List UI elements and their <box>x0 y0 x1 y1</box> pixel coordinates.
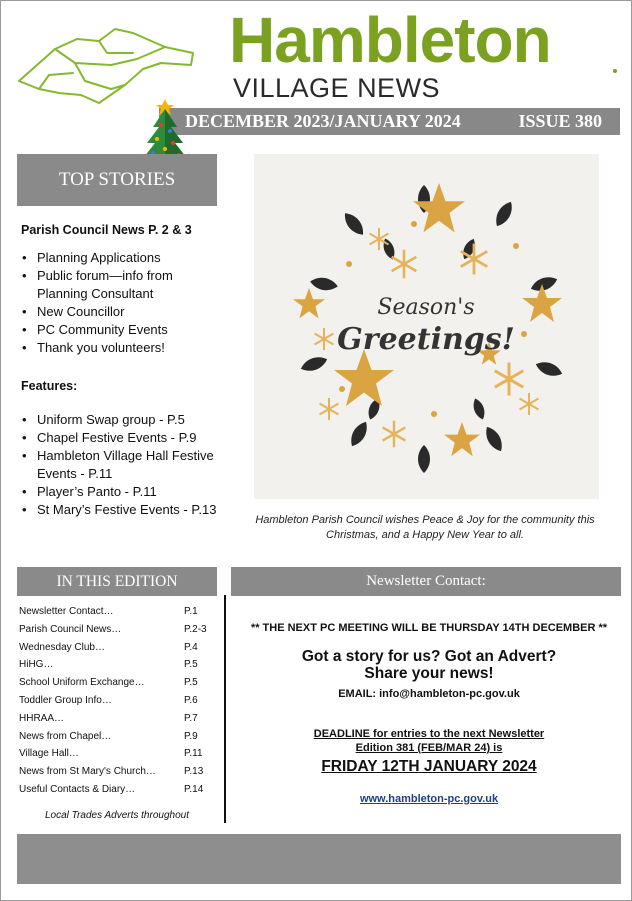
contents-title: HiHG… <box>19 659 54 671</box>
contents-page: P.5 <box>184 659 198 671</box>
greeting-line-2: Greetings! <box>337 322 515 357</box>
issue-date: DECEMBER 2023/JANUARY 2024 <box>185 111 461 131</box>
title-dot <box>613 69 617 73</box>
newsletter-title: Hambleton <box>229 4 551 76</box>
list-item: • New Councillor <box>21 303 221 321</box>
greeting-line-1: Season's <box>377 295 475 320</box>
deadline-line-2: Edition 381 (FEB/MAR 24) is <box>355 742 503 754</box>
contact-email[interactable]: EMAIL: info@hambleton-pc.gov.uk <box>338 688 520 700</box>
contents-title: News from St Mary's Church… <box>19 766 156 778</box>
contents-page: P.14 <box>184 783 204 795</box>
contents-title: School Uniform Exchange… <box>19 677 145 689</box>
table-row <box>19 692 219 710</box>
contents-page: P.5 <box>184 677 198 689</box>
list-item: • Chapel Festive Events - P.9 <box>21 429 221 447</box>
in-this-edition-heading: IN THIS EDITION <box>17 567 217 596</box>
story-call-line-1: Got a story for us? Got an Advert? <box>301 648 557 665</box>
website-link[interactable]: www.hambleton-pc.gov.uk <box>359 793 499 805</box>
table-row <box>19 674 219 692</box>
contents-page: P.9 <box>184 730 198 742</box>
contents-title: Village Hall… <box>19 748 79 760</box>
top-stories-heading: TOP STORIES <box>17 154 217 206</box>
table-row <box>19 603 219 621</box>
newsletter-contact-heading: Newsletter Contact: <box>231 567 621 596</box>
contents-title: Wednesday Club… <box>19 641 105 653</box>
contents-page: P.6 <box>184 694 198 706</box>
table-row <box>19 781 219 799</box>
table-row <box>19 745 219 763</box>
list-item: • Uniform Swap group - P.5 <box>21 411 221 429</box>
story-call-line-2: Share your news! <box>364 665 494 682</box>
contents-page: P.2-3 <box>184 623 207 635</box>
contents-title: Parish Council News… <box>19 623 122 635</box>
contents-page: P.13 <box>184 766 204 778</box>
table-row <box>19 728 219 746</box>
list-item: • Thank you volunteers! <box>21 339 221 357</box>
features-heading: Features: <box>21 379 78 393</box>
deadline-line-1: DEADLINE for entries to the next Newsletter <box>313 728 545 740</box>
table-row <box>19 763 219 781</box>
table-row <box>19 621 219 639</box>
list-item: • Planning Applications <box>21 249 221 267</box>
adverts-note: Local Trades Adverts throughout <box>45 810 189 821</box>
contents-page: P.7 <box>184 712 198 724</box>
deadline-date: FRIDAY 12TH JANUARY 2024 <box>321 758 537 775</box>
list-item: • St Mary’s Festive Events - P.13 <box>21 501 221 519</box>
deadline-notice <box>231 727 627 755</box>
contents-title: Useful Contacts & Diary… <box>19 783 136 795</box>
top-stories-list <box>21 221 221 519</box>
column-divider <box>224 595 226 823</box>
contents-list <box>19 603 219 799</box>
next-meeting-notice: ** THE NEXT PC MEETING WILL BE THURSDAY 14TH DECEMBER ** <box>250 622 608 634</box>
newsletter-subtitle: VILLAGE NEWS <box>233 73 441 103</box>
contents-page: P.1 <box>184 606 198 617</box>
contents-page: P.4 <box>184 641 198 653</box>
greeting-caption: Hambleton Parish Council wishes Peace & Joy for the community this Christmas, and a Happy New Year to all. <box>255 514 595 541</box>
table-row <box>19 656 219 674</box>
contents-title: News from Chapel… <box>19 730 112 742</box>
list-item: • PC Community Events <box>21 321 221 339</box>
list-item: • Hambleton Village Hall Festive Events - P.11 <box>21 447 221 483</box>
wreath-illustration <box>254 154 599 499</box>
contents-title: Toddler Group Info… <box>19 694 112 706</box>
contents-page: P.11 <box>184 748 203 760</box>
seasons-greetings-image <box>254 154 599 499</box>
date-issue-bar <box>159 108 620 135</box>
contact-block <box>231 621 627 805</box>
list-item: • Public forum—info from Planning Consultant <box>21 267 221 303</box>
footer-bar <box>17 834 621 884</box>
issue-number: ISSUE 380 <box>518 111 602 131</box>
table-row <box>19 639 219 657</box>
list-item: • Player’s Panto - P.11 <box>21 483 221 501</box>
contents-title: Newsletter Contact… <box>19 606 114 617</box>
parish-news-heading: Parish Council News P. 2 & 3 <box>21 223 192 237</box>
contents-title: HHRAA… <box>19 712 65 724</box>
village-map-outline-logo <box>15 19 205 105</box>
table-row <box>19 710 219 728</box>
